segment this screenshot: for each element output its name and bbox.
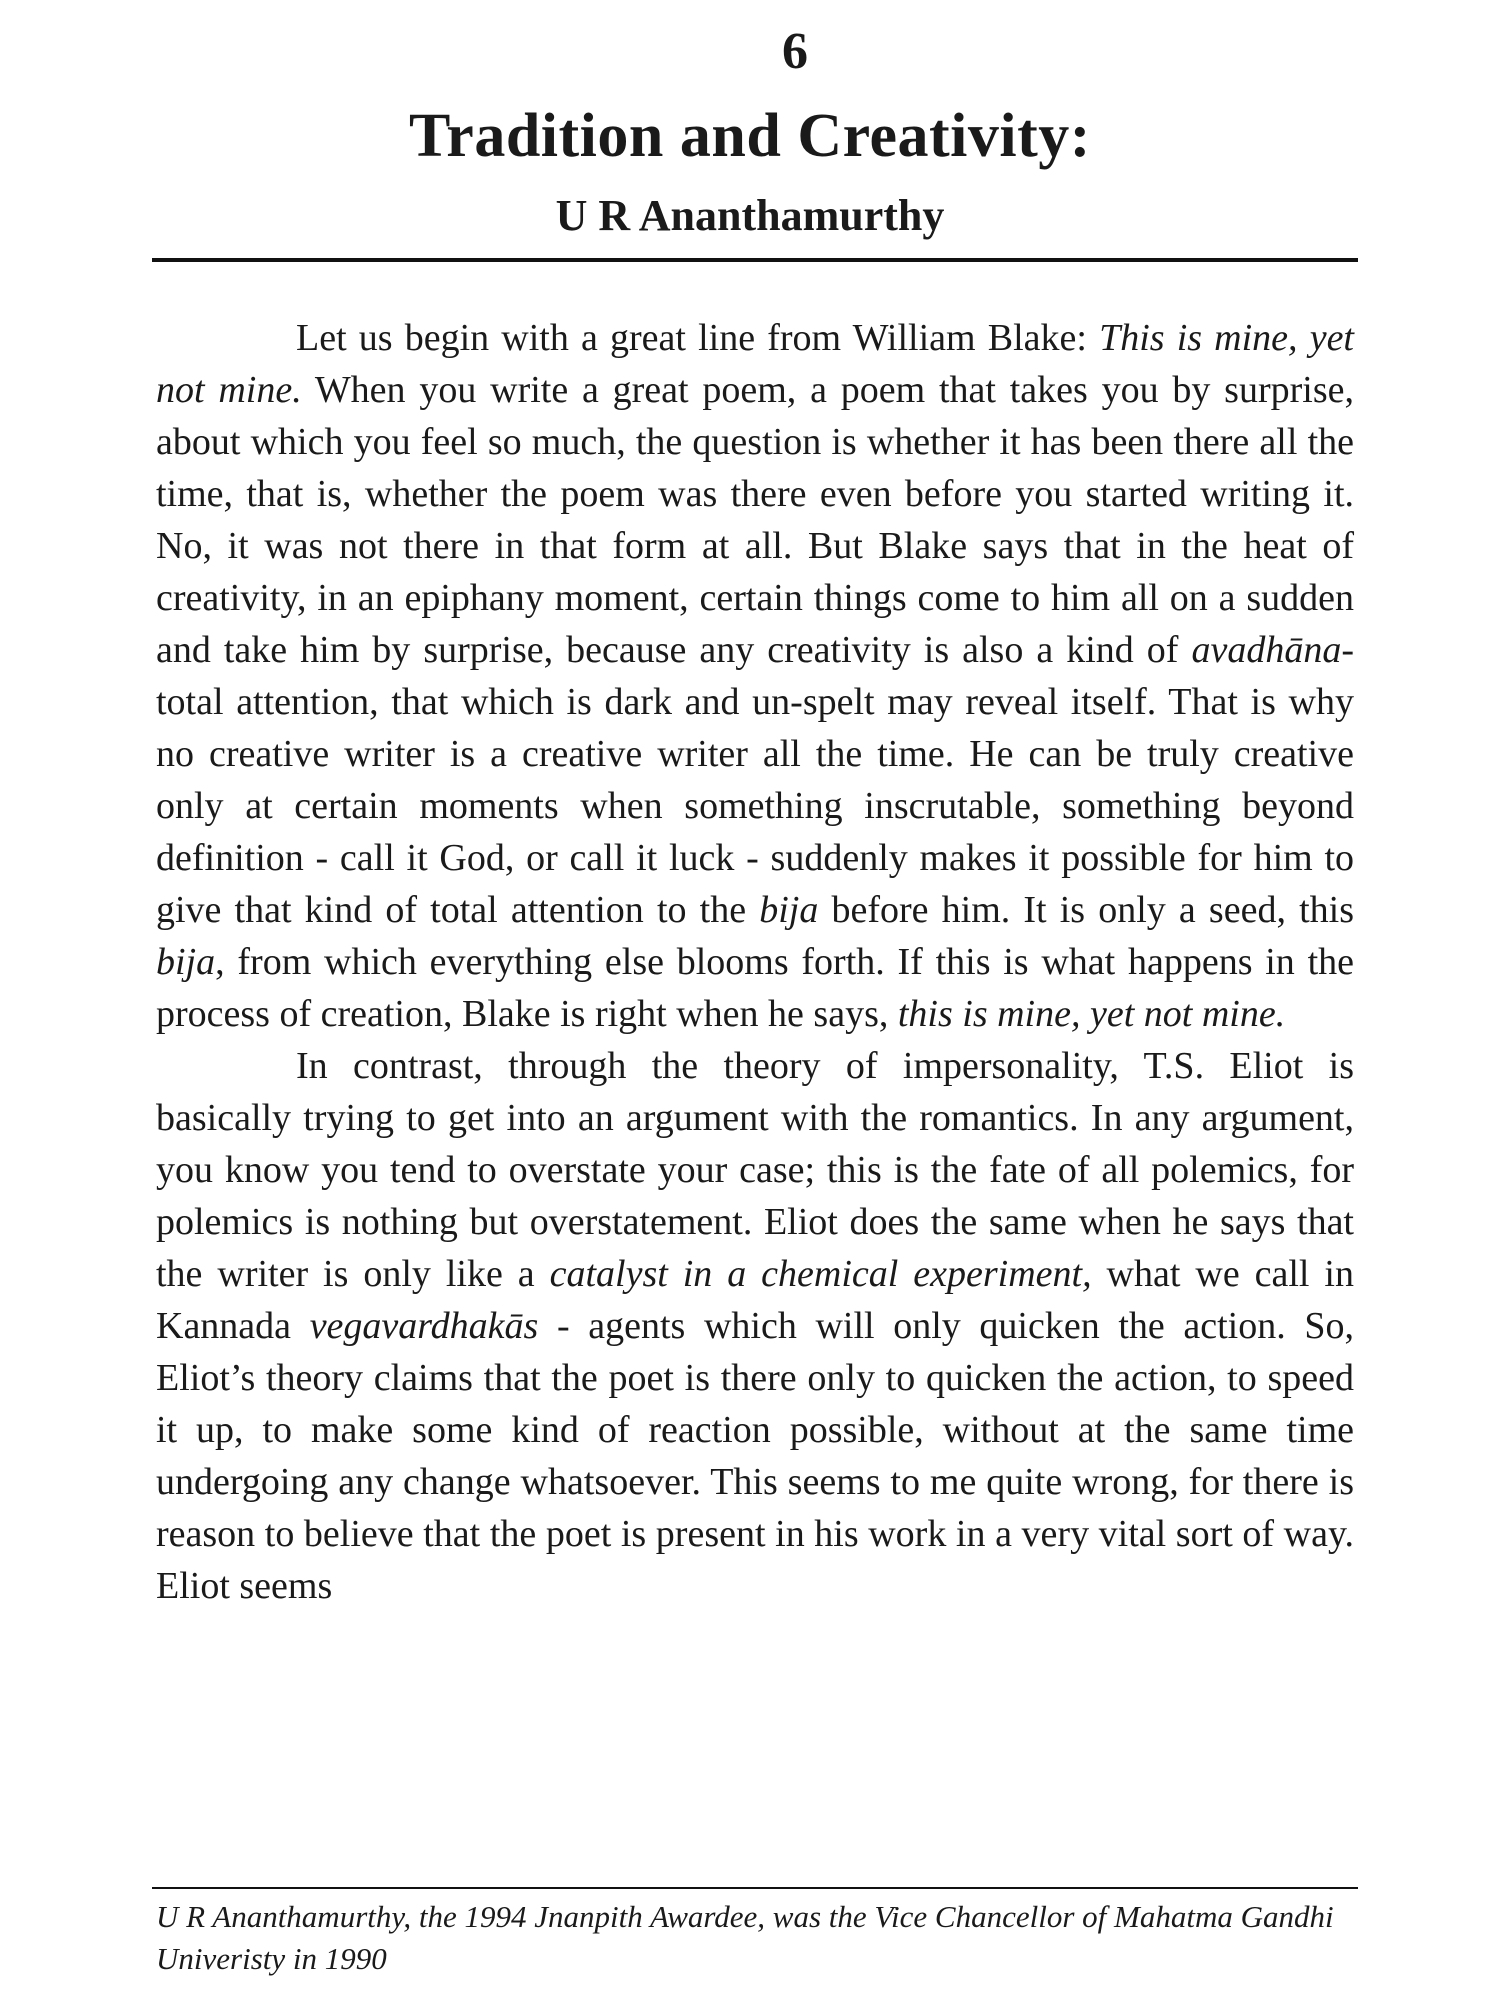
paragraph bbox=[156, 312, 1354, 1040]
text-run: total attention, that which is dark and un-spelt may reveal itself. That is why no creative writer is a creative writer all the time. He can be truly creative only at certain moments when something inscrutable, something beyond definition - call it God, or call it luck - suddenly makes it possible for him to give that kind of total attention to the bbox=[156, 681, 1354, 931]
text-run: what we call in Kannada bbox=[156, 1253, 1354, 1347]
paragraph bbox=[156, 1040, 1354, 1612]
italic-run: avadhāna- bbox=[1191, 629, 1354, 671]
text-run: In contrast, through the theory of impersonality, T.S. Eliot is basically trying to get into an argument with the romantics. In any argument, you know you tend to overstate your case; this is the fate of all polemics, for polemics is nothing but overstatement. Eliot does the same when he says that the writer is only like a bbox=[156, 1045, 1354, 1295]
italic-run: catalyst in a chemical experiment, bbox=[549, 1253, 1092, 1295]
italic-run: this is mine, yet not mine. bbox=[897, 993, 1286, 1035]
text-run: When you write a great poem, a poem that takes you by surprise, about which you feel so much, the question is whether it has been there all the time, that is, whether the poem was there even before you started writing it. No, it was not there in that form at all. But Blake says that in the heat of creativity, in an epiphany moment, certain things come to him all on a sudden and take him by surprise, because any creativity is also a kind of bbox=[156, 369, 1354, 671]
italic-run: bija bbox=[759, 889, 819, 931]
footnote-divider bbox=[152, 1887, 1358, 1889]
text-run: , from which everything else blooms forth. If this is what happens in the process of creation, Blake is right when he says, bbox=[156, 941, 1354, 1035]
title-divider bbox=[152, 258, 1358, 262]
italic-run: vegavardhakās bbox=[309, 1305, 539, 1347]
text-run: before him. It is only a seed, this bbox=[818, 889, 1354, 931]
text-run: Let us begin with a great line from William Blake: bbox=[296, 317, 1100, 359]
chapter-title: Tradition and Creativity: bbox=[409, 102, 1091, 170]
italic-run: This is mine, yet not mine. bbox=[156, 317, 1354, 411]
text-run: - agents which will only quicken the action. So, Eliot’s theory claims that the poet is there only to quicken the action, to speed it up, to make some kind of reaction possible, without at the same time undergoing any change whatsoever. This seems to me quite wrong, for there is reason to believe that the poet is present in his work in a very vital sort of way. Eliot seems bbox=[156, 1305, 1355, 1607]
chapter-author: U R Ananthamurthy bbox=[555, 191, 945, 240]
footnote: U R Ananthamurthy, the 1994 Jnanpith Awardee, was the Vice Chancellor of Mahatma Gandhi Univeristy in 1990 bbox=[156, 1899, 1334, 1976]
chapter-number: 6 bbox=[782, 23, 808, 80]
body-text bbox=[156, 312, 1354, 1612]
italic-run: bija bbox=[156, 941, 216, 983]
